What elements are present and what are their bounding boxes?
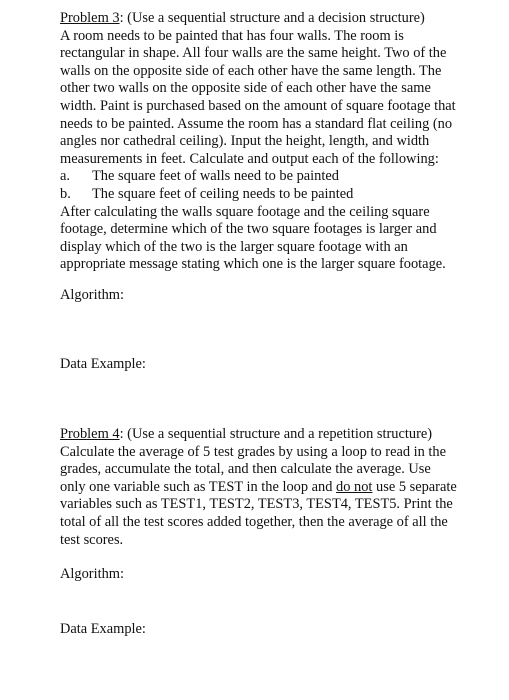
problem-4-text-line: grades, accumulate the total, and then calculate the average. Use: [60, 461, 431, 478]
problem-3-text-line: A room needs to be painted that has four walls. The room is: [60, 27, 404, 44]
problem-4-text-line: test scores.: [60, 531, 124, 548]
problem-4-data-example-label: Data Example:: [60, 621, 146, 637]
problem-4-heading: Problem 4: [60, 426, 120, 442]
do-not-emphasis: do not: [336, 478, 373, 495]
problem-3-algorithm-label: Algorithm:: [60, 287, 124, 303]
list-item-text: The square feet of ceiling needs to be painted: [92, 185, 354, 202]
problem-4-text-line: total of all the test scores added together, then the average of all the: [60, 513, 448, 530]
problem-3-title-line: [60, 10, 490, 28]
problem-3-text-line: display which of the two is the larger square footage with an: [60, 238, 408, 255]
problem-4-algorithm-label: Algorithm:: [60, 566, 124, 582]
problem-4-section: [60, 426, 490, 549]
problem-3-intro: : (Use a sequential structure and a decision structure): [119, 10, 425, 26]
problem-4-text-line: variables such as TEST1, TEST2, TEST3, TEST4, TEST5. Print the: [60, 496, 453, 513]
problem-3-text-line: rectangular in shape. All four walls are the same height. Two of the: [60, 45, 447, 62]
problem-3-heading: Problem 3: [60, 10, 120, 26]
list-item-letter: a.: [60, 168, 70, 185]
list-item-b: [60, 186, 490, 204]
list-item-letter: b.: [60, 185, 71, 202]
list-item-a: [60, 168, 490, 186]
problem-3-data-example-label: Data Example:: [60, 356, 146, 372]
problem-3-text-line: other two walls on the opposite side of each other have the same: [60, 80, 431, 97]
problem-4-intro: : (Use a sequential structure and a repetition structure): [119, 426, 433, 442]
problem-3-text-line: After calculating the walls square footage and the ceiling square: [60, 203, 430, 220]
problem-4-text-line: [60, 479, 490, 497]
problem-3-text-line: measurements in feet. Calculate and output each of the following:: [60, 150, 439, 167]
problem-4-text-fragment: use 5 separate: [372, 478, 457, 495]
problem-4-text-fragment: only one variable such as TEST in the loop and: [60, 478, 337, 495]
list-item-text: The square feet of walls need to be painted: [92, 168, 339, 185]
problem-3-section: [60, 10, 490, 274]
problem-3-text-line: walls on the opposite side of each other have the same length. The: [60, 62, 442, 79]
problem-3-text-line: angles nor cathedral ceiling). Input the height, length, and width: [60, 133, 430, 150]
problem-4-text-line: Calculate the average of 5 test grades by using a loop to read in the: [60, 443, 447, 460]
problem-3-text-line: footage, determine which of the two square footages is larger and: [60, 221, 437, 238]
problem-4-title-line: [60, 426, 490, 444]
problem-3-text-line: appropriate message stating which one is the larger square footage.: [60, 256, 446, 273]
problem-3-text-line: needs to be painted. Assume the room has a standard flat ceiling (no: [60, 115, 453, 132]
problem-3-text-line: width. Paint is purchased based on the amount of square footage that: [60, 97, 456, 114]
